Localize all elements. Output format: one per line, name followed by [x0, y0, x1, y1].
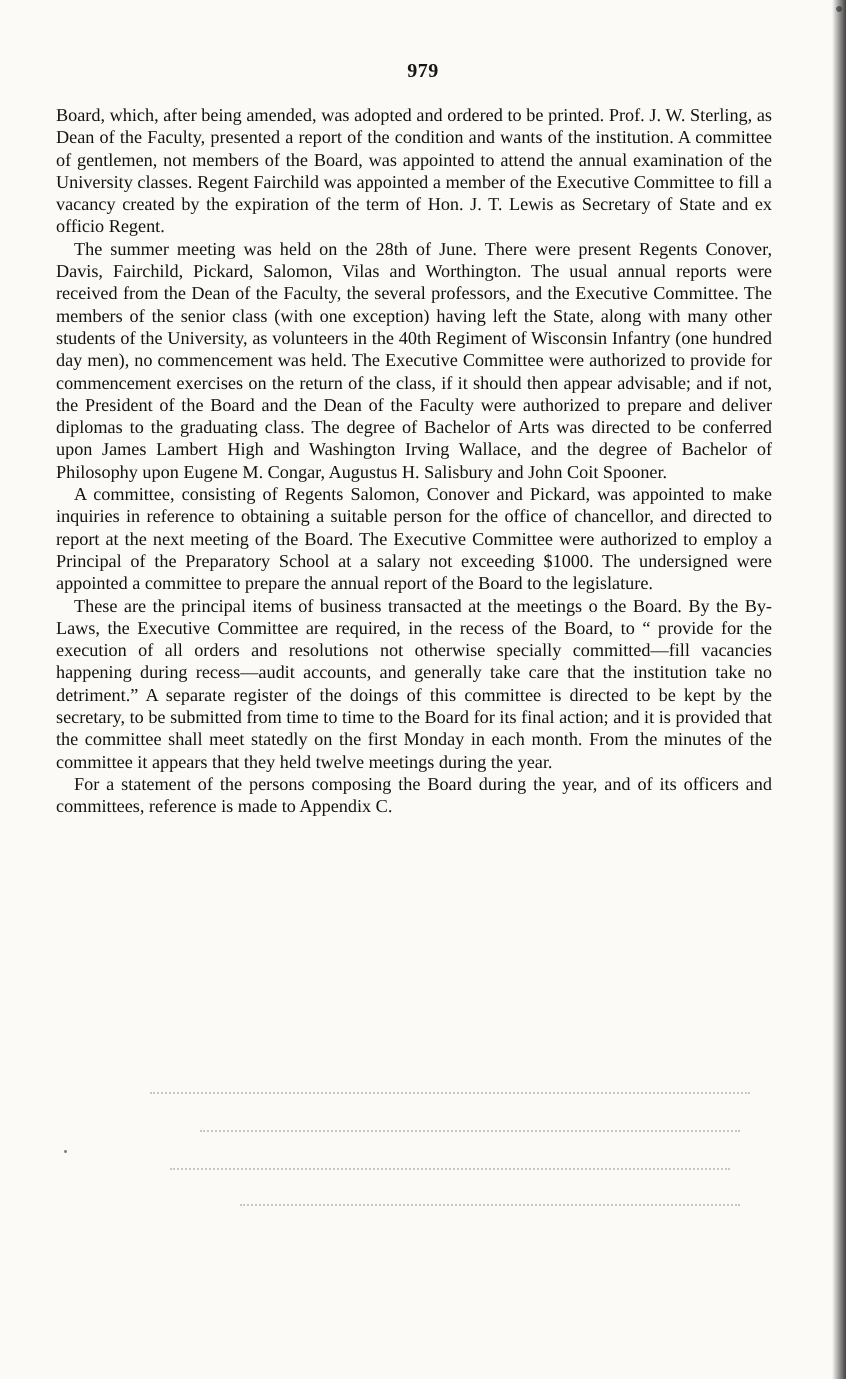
- bleed-through-dots: [240, 1204, 740, 1208]
- page-number: 979: [407, 60, 439, 82]
- bleed-through-dots: [200, 1130, 740, 1134]
- paragraph: The summer meeting was held on the 28th of June. There were present Regents Conover, Davis, Fairchild, Pickard, Salomon, Vilas and Worthington. The usual annual reports were received from the Dean of the Faculty, the several professors, and the Executive Committee. The members of the senior class (with one exception) having left the State, along with many other students of the University, as volunteers in the 40th Regiment of Wisconsin Infantry (one hundred day men), no commencement was held. The Executive Committee were authorized to provide for commencement exercises on the return of the class, if it should then appear advisable; and if not, the President of the Board and the Dean of the Faculty were authorized to prepare and deliver diplomas to the graduating class. The degree of Bachelor of Arts was directed to be conferred upon James Lambert High and Washington Irving Wallace, and the degree of Bachelor of Philosophy upon Eugene M. Congar, Augustus H. Salisbury and John Coit Spooner.: [56, 238, 772, 482]
- paragraph: Board, which, after being amended, was adopted and ordered to be printed. Prof. J. W. Sterling, as Dean of the Faculty, presented a report of the condition and wants of the institution. A committee of gentlemen, not members of the Board, was appointed to attend the annual examination of the University classes. Regent Fairchild was appointed a member of the Executive Committee to fill a vacancy created by the expiration of the term of Hon. J. T. Lewis as Secretary of State and ex officio Regent.: [56, 105, 772, 237]
- paragraph: These are the principal items of business transacted at the meetings o the Board. By the By-Laws, the Executive Committee are required, in the recess of the Board, to “ provide for the execution of all orders and resolutions not otherwise specially committed—fill vacancies happening during recess—audit accounts, and generally take care that the institution take no detriment.” A separate register of the doings of this committee is directed to be kept by the secretary, to be submitted from time to time to the Board for its final action; and it is provided that the committee shall meet statedly on the first Monday in each month. From the minutes of the committee it appears that they held twelve meetings during the year.: [56, 595, 772, 772]
- document-body: [56, 104, 772, 818]
- bleed-through-dots: [170, 1168, 730, 1172]
- page-edge-shadow: [832, 0, 846, 1379]
- scan-speck: [64, 1150, 67, 1153]
- paragraph: A committee, consisting of Regents Salomon, Conover and Pickard, was appointed to make inquiries in reference to obtaining a suitable person for the office of chancellor, and directed to report at the next meeting of the Board. The Executive Committee were authorized to employ a Principal of the Preparatory School at a salary not exceeding $1000. The undersigned were appointed a committee to prepare the annual report of the Board to the legislature.: [56, 484, 772, 594]
- bleed-through-dots: [150, 1092, 750, 1096]
- paragraph: For a statement of the persons composing the Board during the year, and of its officers and committees, reference is made to Appendix C.: [56, 773, 772, 817]
- scan-speck: [836, 6, 842, 12]
